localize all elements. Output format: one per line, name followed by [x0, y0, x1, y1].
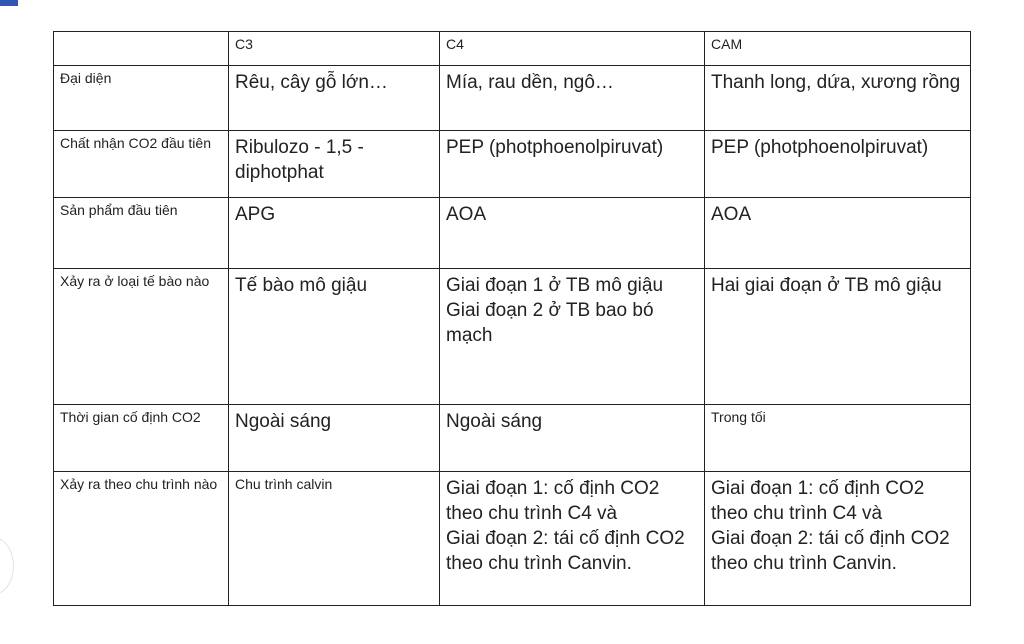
cell-c3: Rêu, cây gỗ lớn…	[229, 66, 440, 131]
table-header-row	[54, 32, 971, 66]
row-label: Xảy ra theo chu trình nào	[54, 472, 229, 606]
cell-cam: AOA	[705, 198, 971, 269]
table-row	[54, 131, 971, 198]
row-label: Xảy ra ở loại tế bào nào	[54, 269, 229, 405]
row-label: Thời gian cố định CO2	[54, 405, 229, 472]
row-label: Sản phẩm đầu tiên	[54, 198, 229, 269]
cell-c3: Chu trình calvin	[229, 472, 440, 606]
cell-cam: Trong tối	[705, 405, 971, 472]
table-row	[54, 405, 971, 472]
cell-c3: Ribulozo - 1,5 - diphotphat	[229, 131, 440, 198]
cell-c3: APG	[229, 198, 440, 269]
header-cell-empty	[54, 32, 229, 66]
header-cell-cam: CAM	[705, 32, 971, 66]
row-label: Đại diện	[54, 66, 229, 131]
photosynthesis-comparison-table	[53, 31, 971, 606]
table-row	[54, 269, 971, 405]
cell-c4: AOA	[440, 198, 705, 269]
table-row	[54, 472, 971, 606]
cell-cam: Hai giai đoạn ở TB mô giậu	[705, 269, 971, 405]
header-cell-c4: C4	[440, 32, 705, 66]
cell-c4: Giai đoạn 1 ở TB mô giậu Giai đoạn 2 ở TB bao bó mạch	[440, 269, 705, 405]
header-cell-c3: C3	[229, 32, 440, 66]
cell-c3: Tế bào mô giậu	[229, 269, 440, 405]
table-row	[54, 66, 971, 131]
edge-circle-decoration	[0, 537, 14, 595]
table-row	[54, 198, 971, 269]
corner-accent	[0, 0, 18, 6]
cell-cam: Thanh long, dứa, xương rồng	[705, 66, 971, 131]
cell-c3: Ngoài sáng	[229, 405, 440, 472]
cell-c4: Ngoài sáng	[440, 405, 705, 472]
cell-c4: Giai đoạn 1: cố định CO2 theo chu trình C4 và Giai đoạn 2: tái cố định CO2 theo chu trình Canvin.	[440, 472, 705, 606]
cell-cam: PEP (photphoenolpiruvat)	[705, 131, 971, 198]
row-label: Chất nhận CO2 đầu tiên	[54, 131, 229, 198]
cell-c4: PEP (photphoenolpiruvat)	[440, 131, 705, 198]
cell-cam: Giai đoạn 1: cố định CO2 theo chu trình C4 và Giai đoạn 2: tái cố định CO2 theo chu trình Canvin.	[705, 472, 971, 606]
cell-c4: Mía, rau dền, ngô…	[440, 66, 705, 131]
